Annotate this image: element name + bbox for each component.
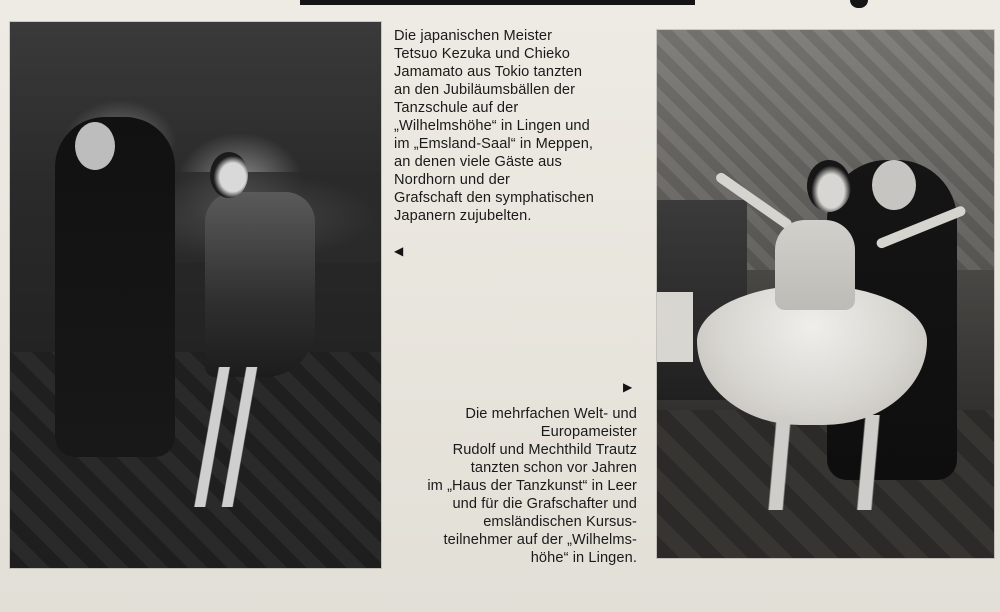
caption-line: tanzten schon vor Jahren — [470, 460, 637, 476]
female-dancer — [205, 192, 315, 377]
caption-line: höhe“ in Lingen. — [530, 550, 637, 566]
caption-line: emsländischen Kursus- — [483, 514, 637, 530]
caption-line: Die mehrfachen Welt- und — [465, 406, 637, 422]
male-dancer — [55, 117, 175, 457]
caption-line: Jamamato aus Tokio tanzten — [394, 64, 583, 80]
female-dancer-bodice — [775, 220, 855, 310]
caption-line: Die japanischen Meister — [394, 28, 553, 44]
caption-line: Tanzschule auf der — [394, 100, 519, 116]
photo-trautz-couple — [657, 30, 994, 558]
caption-line: Japanern zujubelten. — [394, 208, 532, 224]
caption-trautz-couple — [392, 405, 637, 567]
female-dancer-head — [210, 152, 248, 198]
photo-japanese-couple — [10, 22, 381, 568]
female-dancer-legs — [180, 367, 265, 507]
caption-line: Rudolf und Mechthild Trautz — [452, 442, 637, 458]
band-banner — [657, 292, 693, 362]
caption-line: Nordhorn und der — [394, 172, 510, 188]
corner-mark — [850, 0, 868, 8]
caption-line: teilnehmer auf der „Wilhelms- — [443, 532, 637, 548]
arrow-right-icon: ▶ — [623, 380, 633, 394]
female-dancer-legs — [757, 415, 907, 510]
caption-line: Grafschaft den symphatischen — [394, 190, 594, 206]
caption-line: Europameister — [540, 424, 637, 440]
caption-line: Tetsuo Kezuka und Chieko — [394, 46, 571, 62]
caption-line: „Wilhelmshöhe“ in Lingen und — [394, 118, 590, 134]
male-dancer-head — [75, 122, 115, 170]
male-dancer-head — [872, 160, 916, 210]
caption-line: an denen viele Gäste aus — [394, 154, 562, 170]
top-black-bar — [300, 0, 695, 5]
caption-line: im „Haus der Tanzkunst“ in Leer — [427, 478, 637, 494]
caption-line: im „Emsland-Saal“ in Meppen, — [394, 136, 594, 152]
arrow-left-icon: ◀ — [394, 244, 404, 258]
caption-japanese-masters — [394, 27, 650, 225]
female-dancer-head — [807, 160, 851, 212]
caption-line: an den Jubiläumsbällen der — [394, 82, 576, 98]
caption-line: und für die Grafschafter und — [452, 496, 637, 512]
